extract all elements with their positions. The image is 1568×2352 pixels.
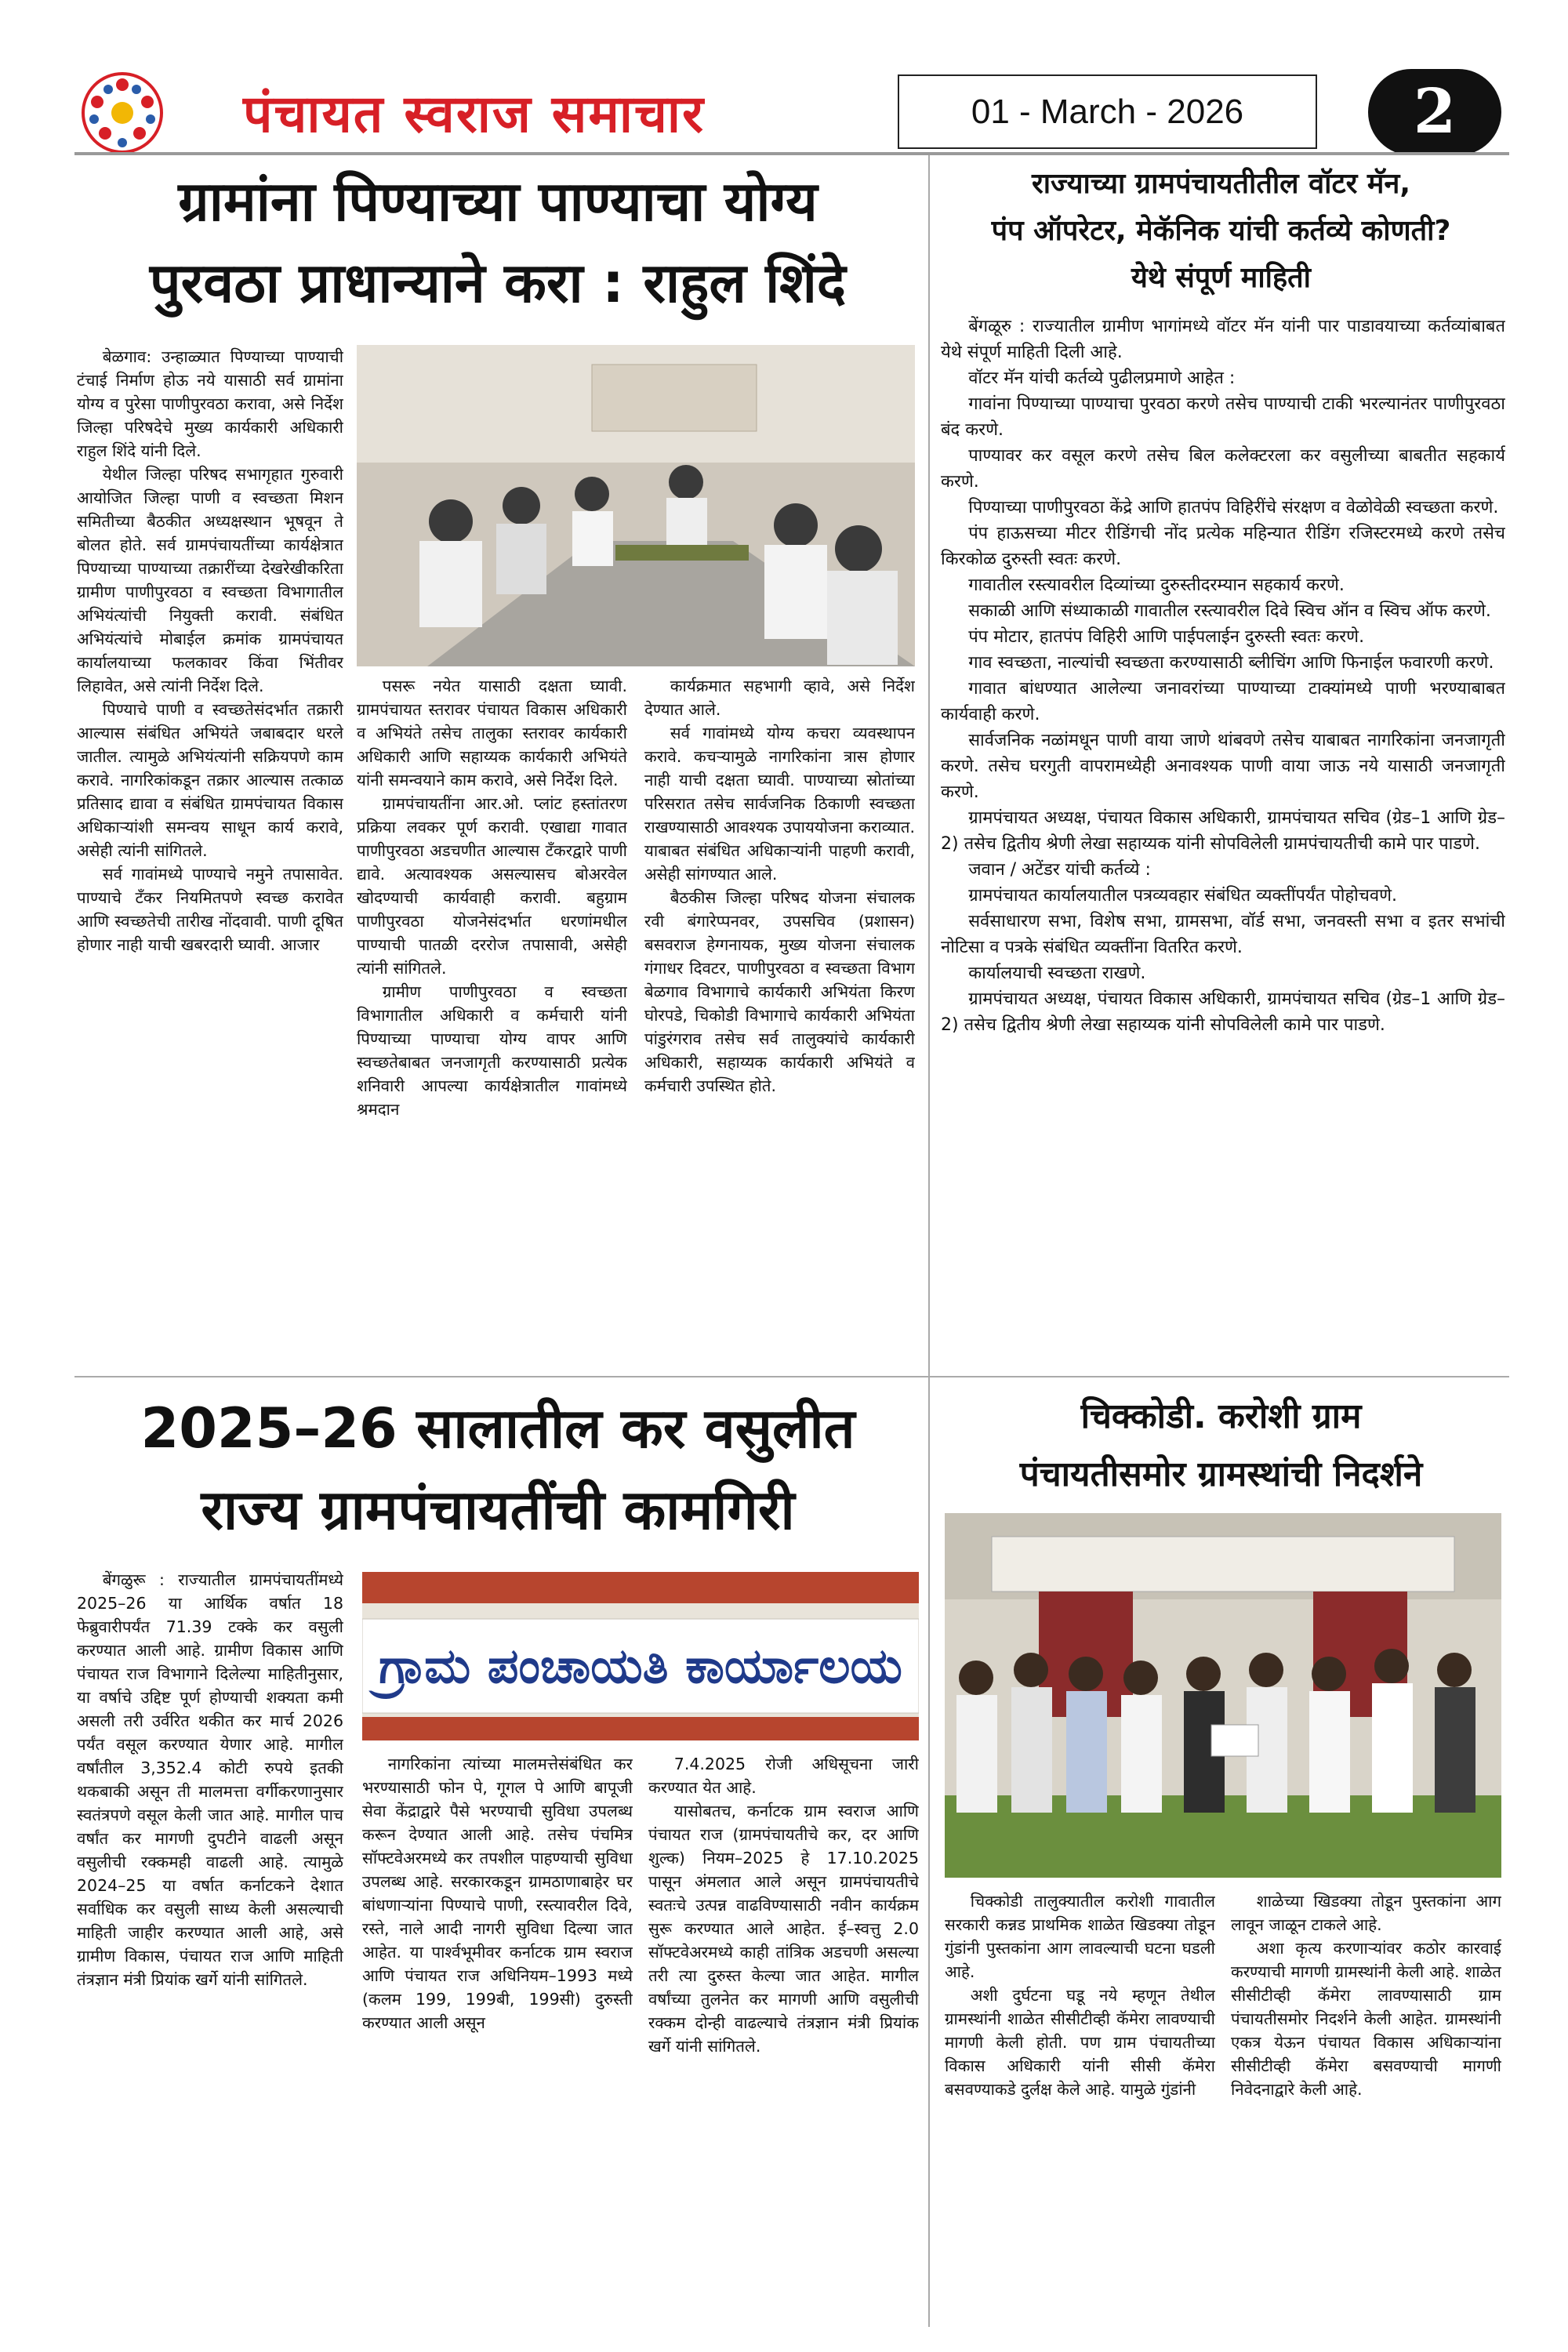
issue-date: 01 - March - 2026 bbox=[898, 74, 1317, 149]
article3-headline: 2025–26 सालातील कर वसुलीत राज्य ग्रामपंचायतींची कामगिरी bbox=[140, 1396, 855, 1542]
column-divider bbox=[928, 155, 930, 2327]
office-sign-text: ಗ್ರಾಮ ಪಂಚಾಯತಿ ಕಾರ್ಯಾಲಯ bbox=[379, 1637, 902, 1694]
article4-headline: चिक्कोडी. करोशी ग्राम पंचायतीसमोर ग्रामस्थांची निदर्शने bbox=[1019, 1396, 1423, 1494]
article1-column-2: पसरू नयेत यासाठी दक्षता घ्यावी. ग्रामपंचायत स्तरावर पंचायत विकास अधिकारी व अभियंते तसेच तालुका स्तरावर कार्यकारी अधिकारी आणि सहाय्यक कार्यकारी अभियंते यांनी समन्वयाने काम करावे, असे निर्देश दिले. ग्रामपंचायतींना आर.ओ. प्लांट हस्तांतरण प्रक्रिया लवकर पूर्ण करावी. एखाद्या गावात पाणीपुरवठा अडचणीत आल्यास टँकरद्वारे पाणी द्यावे. अत्यावश्यक असल्यासच बोअरवेल खोदण्याची कार्यवाही करावी. बहुग्राम पाणीपुरवठा योजनेसंदर्भात धरणांमधील पाण्याची पातळी दररोज तपासावी, असेही त्यांनी सांगितले. ग्रामीण पाणीपुरवठा व स्वच्छता विभागातील अधिकारी व कर्मचारी यांनी पिण्याच्या पाण्याचा योग्य वापर आणि स्वच्छतेबाबत जनजागृती करण्यासाठी प्रत्येक शनिवारी आपल्या कार्यक्षेत्रातील गावांमध्ये श्रमदान bbox=[357, 677, 627, 1119]
article1-column-3: कार्यक्रमात सहभागी व्हावे, असे निर्देश देण्यात आले. सर्व गावांमध्ये योग्य कचरा व्यवस्थापन करावे. कचऱ्यामुळे नागरिकांना त्रास होणार नाही याची दक्षता घ्यावी. पाण्याच्या स्रोतांच्या परिसरात तसेच सार्वजनिक ठिकाणी स्वच्छता राखण्यासाठी आवश्यक उपाययोजना कराव्यात. याबाबत संबंधित अधिकाऱ्यांनी पाहणी करावी, असेही सांगण्यात आले. बैठकीस जिल्हा परिषद योजना संचालक रवी बंगारेप्पनवर, उपसचिव (प्रशासन) बसवराज हेग्गनायक, मुख्य योजना संचालक गंगाधर दिवटर, पाणीपुरवठा व स्वच्छता विभाग बेळगाव विभागाचे कार्यकारी अभियंता किरण घोरपडे, चिकोडी विभागाचे कार्यकारी अभियंता पांडुरंगराव तसेच सर्व तालुक्यांचे कार्यकारी अधिकारी, सहाय्यक कार्यकारी अभियंते व कर्मचारी उपस्थित होते. bbox=[644, 677, 915, 1095]
article3-column-3: 7.4.2025 रोजी अधिसूचना जारी करण्यात येत आहे. यासोबतच, कर्नाटक ग्राम स्वराज आणि पंचायत राज (ग्रामपंचायतीचे कर, दर आणि शुल्क) नियम–2025 हे 17.10.2025 पासून अंमलात आले असून ग्रामपंचायतीचे स्वतःचे उत्पन्न वाढविण्यासाठी नवीन कार्यक्रम सुरू करण्यात आले आहेत. ई–स्वत्तु 2.0 सॉफ्टवेअरमध्ये काही तांत्रिक अडचणी असल्या तरी त्या दुरुस्त केल्या जात आहेत. मागील वर्षांच्या तुलनेत कर मागणी आणि वसुलीची रक्कम दोन्ही वाढल्याचे तंत्रज्ञान मंत्री प्रियांक खर्गे यांनी सांगितले. bbox=[648, 1755, 919, 2056]
page-number: 2 bbox=[1368, 69, 1501, 155]
newspaper-title: पंचायत स्वराज समाचार bbox=[243, 83, 705, 144]
protest-photo bbox=[945, 1513, 1501, 1878]
newspaper-logo bbox=[78, 69, 166, 157]
article2-headline: राज्याच्या ग्रामपंचायतीतील वॉटर मॅन, पंप ऑपरेटर, मेकॅनिक यांची कर्तव्ये कोणती? येथे संपूर्ण माहिती bbox=[991, 168, 1451, 294]
masthead-rule bbox=[74, 152, 1509, 155]
article1-column-1: बेळगाव: उन्हाळ्यात पिण्याच्या पाण्याची टंचाई निर्माण होऊ नये यासाठी सर्व ग्रामांना योग्य व पुरेसा पाणीपुरवठा करावा, असे निर्देश जिल्हा परिषदेचे मुख्य कार्यकारी अधिकारी राहुल शिंदे यांनी दिले. येथील जिल्हा परिषद सभागृहात गुरुवारी आयोजित जिल्हा पाणी व स्वच्छता मिशन समितीच्या बैठकीत अध्यक्षस्थान भूषवून ते बोलत होते. सर्व ग्रामपंचायतींच्या कार्यक्षेत्रात पिण्याच्या पाण्याच्या तक्रारींच्या देखरेखीकरिता ग्रामीण पाणीपुरवठा व स्वच्छता विभागातील अभियंत्यांची नियुक्ती करावी. संबंधित अभियंत्यांचे मोबाईल क्रमांक ग्रामपंचायत कार्यालयाच्या फलकावर किंवा भिंतीवर लिहावेत, असे त्यांनी निर्देश दिले. पिण्याचे पाणी व स्वच्छतेसंदर्भात तक्रारी आल्यास संबंधित अभियंते जबाबदार धरले जातील. त्यामुळे अभियंत्यांनी सक्रियपणे काम करावे. नागरिकांकडून तक्रार आल्यास तत्काळ प्रतिसाद द्यावा व संबंधित ग्रामपंचायत विकास अधिकाऱ्यांशी समन्वय साधून कार्य करावे, असेही त्यांनी सांगितले. सर्व गावांमध्ये पाण्याचे नमुने तपासावेत. पाण्याचे टँकर नियमितपणे स्वच्छ करावेत आणि स्वच्छतेची तारीख नोंदवावी. पाणी दूषित होणार नाही याची खबरदारी घ्यावी. आजार bbox=[77, 347, 343, 954]
panchayat-office-photo bbox=[362, 1572, 919, 1740]
meeting-photo bbox=[357, 345, 915, 666]
article2-body: बेंगळूरु : राज्यातील ग्रामीण भागांमध्ये वॉटर मॅन यांनी पार पाडावयाच्या कर्तव्यांबाबत येथे संपूर्ण माहिती दिली आहे. वॉटर मॅन यांची कर्तव्ये पुढीलप्रमाणे आहेत : गावांना पिण्याच्या पाण्याचा पुरवठा करणे तसेच पाण्याची टाकी भरल्यानंतर पाणीपुरवठा बंद करणे. पाण्यावर कर वसूल करणे तसेच बिल कलेक्टरला कर वसुलीच्या बाबतीत सहकार्य करणे. पिण्याच्या पाणीपुरवठा केंद्रे आणि हातपंप विहिरींचे संरक्षण व वेळोवेळी स्वच्छता करणे. पंप हाऊसच्या मीटर रीडिंगची नोंद प्रत्येक महिन्यात रीडिंग रजिस्टरमध्ये करणे तसेच किरकोळ दुरुस्ती स्वतः करणे. गावातील रस्त्यावरील दिव्यांच्या दुरुस्तीदरम्यान सहकार्य करणे. सकाळी आणि संध्याकाळी गावातील रस्त्यावरील दिवे स्विच ऑन व स्विच ऑफ करणे. पंप मोटार, हातपंप विहिरी आणि पाईपलाईन दुरुस्ती स्वतः करणे. गाव स्वच्छता, नाल्यांची स्वच्छता करण्यासाठी ब्लीचिंग आणि फिनाईल फवारणी करणे. गावात बांधण्यात आलेल्या जनावरांच्या पाण्याच्या टाक्यांमध्ये पाणी भरण्याबाबत कार्यवाही करणे. सार्वजनिक नळांमधून पाणी वाया जाणे थांबवणे तसेच याबाबत नागरिकांना जनजागृती करणे. तसेच घरगुती वापरामध्येही अनावश्यक पाणी वाया जाऊ नये यासाठी जनजागृती करणे. ग्रामपंचायत अध्यक्ष, पंचायत विकास अधिकारी, ग्रामपंचायत सचिव (ग्रेड–1 आणि ग्रेड–2) तसेच द्वितीय श्रेणी लेखा सहाय्यक यांनी सोपविलेली ग्रामपंचायतीची कामे पार पाडणे. जवान / अटेंडर यांची कर्तव्ये : ग्रामपंचायत कार्यालयातील पत्रव्यवहार संबंधित व्यक्तींपर्यंत पोहोचवणे. सर्वसाधारण सभा, विशेष सभा, ग्रामसभा, वॉर्ड सभा, जनवस्ती सभा व इतर सभांची नोटिसा व पत्रके संबंधित व्यक्तींना वितरित करणे. कार्यालयाची स्वच्छता राखणे. ग्रामपंचायत अध्यक्ष, पंचायत विकास अधिकारी, ग्रामपंचायत सचिव (ग्रेड–1 आणि ग्रेड–2) तसेच द्वितीय श्रेणी लेखा सहाय्यक यांनी सोपविलेली कामे पार पाडणे. bbox=[941, 317, 1505, 1035]
article4-column-1: चिक्कोडी तालुक्यातील करोशी गावातील सरकारी कन्नड प्राथमिक शाळेत खिडक्या तोडून गुंडांनी पुस्तकांना आग लावल्याची घटना घडली आहे. अशी दुर्घटना घडू नये म्हणून तेथील ग्रामस्थांनी शाळेत सीसीटीव्ही कॅमेरा लावण्याची मागणी केली होती. पण ग्राम पंचायतीच्या विकास अधिकारी यांनी सीसी कॅमेरा बसवण्याकडे दुर्लक्ष केले आहे. यामुळे गुंडांनी bbox=[945, 1892, 1215, 2099]
article1-headline: ग्रामांना पिण्याच्या पाण्याचा योग्य पुरवठा प्राधान्याने करा : राहुल शिंदे bbox=[149, 169, 847, 315]
article3-column-1: बेंगळुरू : राज्यातील ग्रामपंचायतींमध्ये 2025–26 या आर्थिक वर्षात 18 फेब्रुवारीपर्यंत 71.39 टक्के कर वसुली करण्यात आली आहे. ग्रामीण विकास आणि पंचायत राज विभागाने दिलेल्या माहितीनुसार, या वर्षाचे उद्दिष्ट पूर्ण होण्याची शक्यता कमी असली तरी उर्वरित थकीत कर मार्च 2026 पर्यंत वसूल करण्यात येणार आहे. मागील वर्षांतील 3,352.4 कोटी रुपये इतकी थकबाकी असून ती मालमत्ता वर्गीकरणानुसार स्वतंत्रपणे वसूल केली जात आहे. मागील पाच वर्षांत कर मागणी दुपटीने वाढली असून वसुलीची रक्कमही वाढली आहे. त्यामुळे 2024–25 या वर्षात कर्नाटकने देशात सर्वाधिक कर वसुली साध्य केली असल्याची माहिती जाहीर करण्यात आली आहे, असे ग्रामीण विकास, पंचायत राज आणि माहिती तंत्रज्ञान मंत्री प्रियांक खर्गे यांनी सांगितले. bbox=[77, 1570, 343, 1989]
article3-column-2: नागरिकांना त्यांच्या मालमत्तेसंबंधित कर भरण्यासाठी फोन पे, गूगल पे आणि बापूजी सेवा केंद्राद्वारे पैसे भरण्याची सुविधा उपलब्ध करून देण्यात आली आहे. तसेच पंचमित्र सॉफ्टवेअरमध्ये कर तपशील पाहण्याची सुविधा उपलब्ध आहे. सरकारकडून ग्रामठाणाबाहेर घर बांधणाऱ्यांना पिण्याचे पाणी, रस्त्यावरील दिवे, रस्ते, नाले आदी नागरी सुविधा दिल्या जात आहेत. या पार्श्वभूमीवर कर्नाटक ग्राम स्वराज आणि पंचायत राज अधिनियम–1993 मध्ये (कलम 199, 199बी, 199सी) दुरुस्ती करण्यात आली असून bbox=[362, 1755, 633, 2032]
section-divider bbox=[74, 1376, 1509, 1377]
article4-column-2: शाळेच्या खिडक्या तोडून पुस्तकांना आग लावून जाळून टाकले आहे. अशा कृत्य करणाऱ्यांवर कठोर कारवाई करण्याची मागणी ग्रामस्थांनी केली आहे. शाळेत सीसीटीव्ही कॅमेरा लावण्यासाठी ग्राम पंचायतीसमोर निदर्शने केली आहेत. ग्रामस्थांनी एकत्र येऊन पंचायत विकास अधिकाऱ्यांना सीसीटीव्ही कॅमेरा बसवण्याची मागणी निवेदनाद्वारे केली आहे. bbox=[1231, 1892, 1501, 2099]
